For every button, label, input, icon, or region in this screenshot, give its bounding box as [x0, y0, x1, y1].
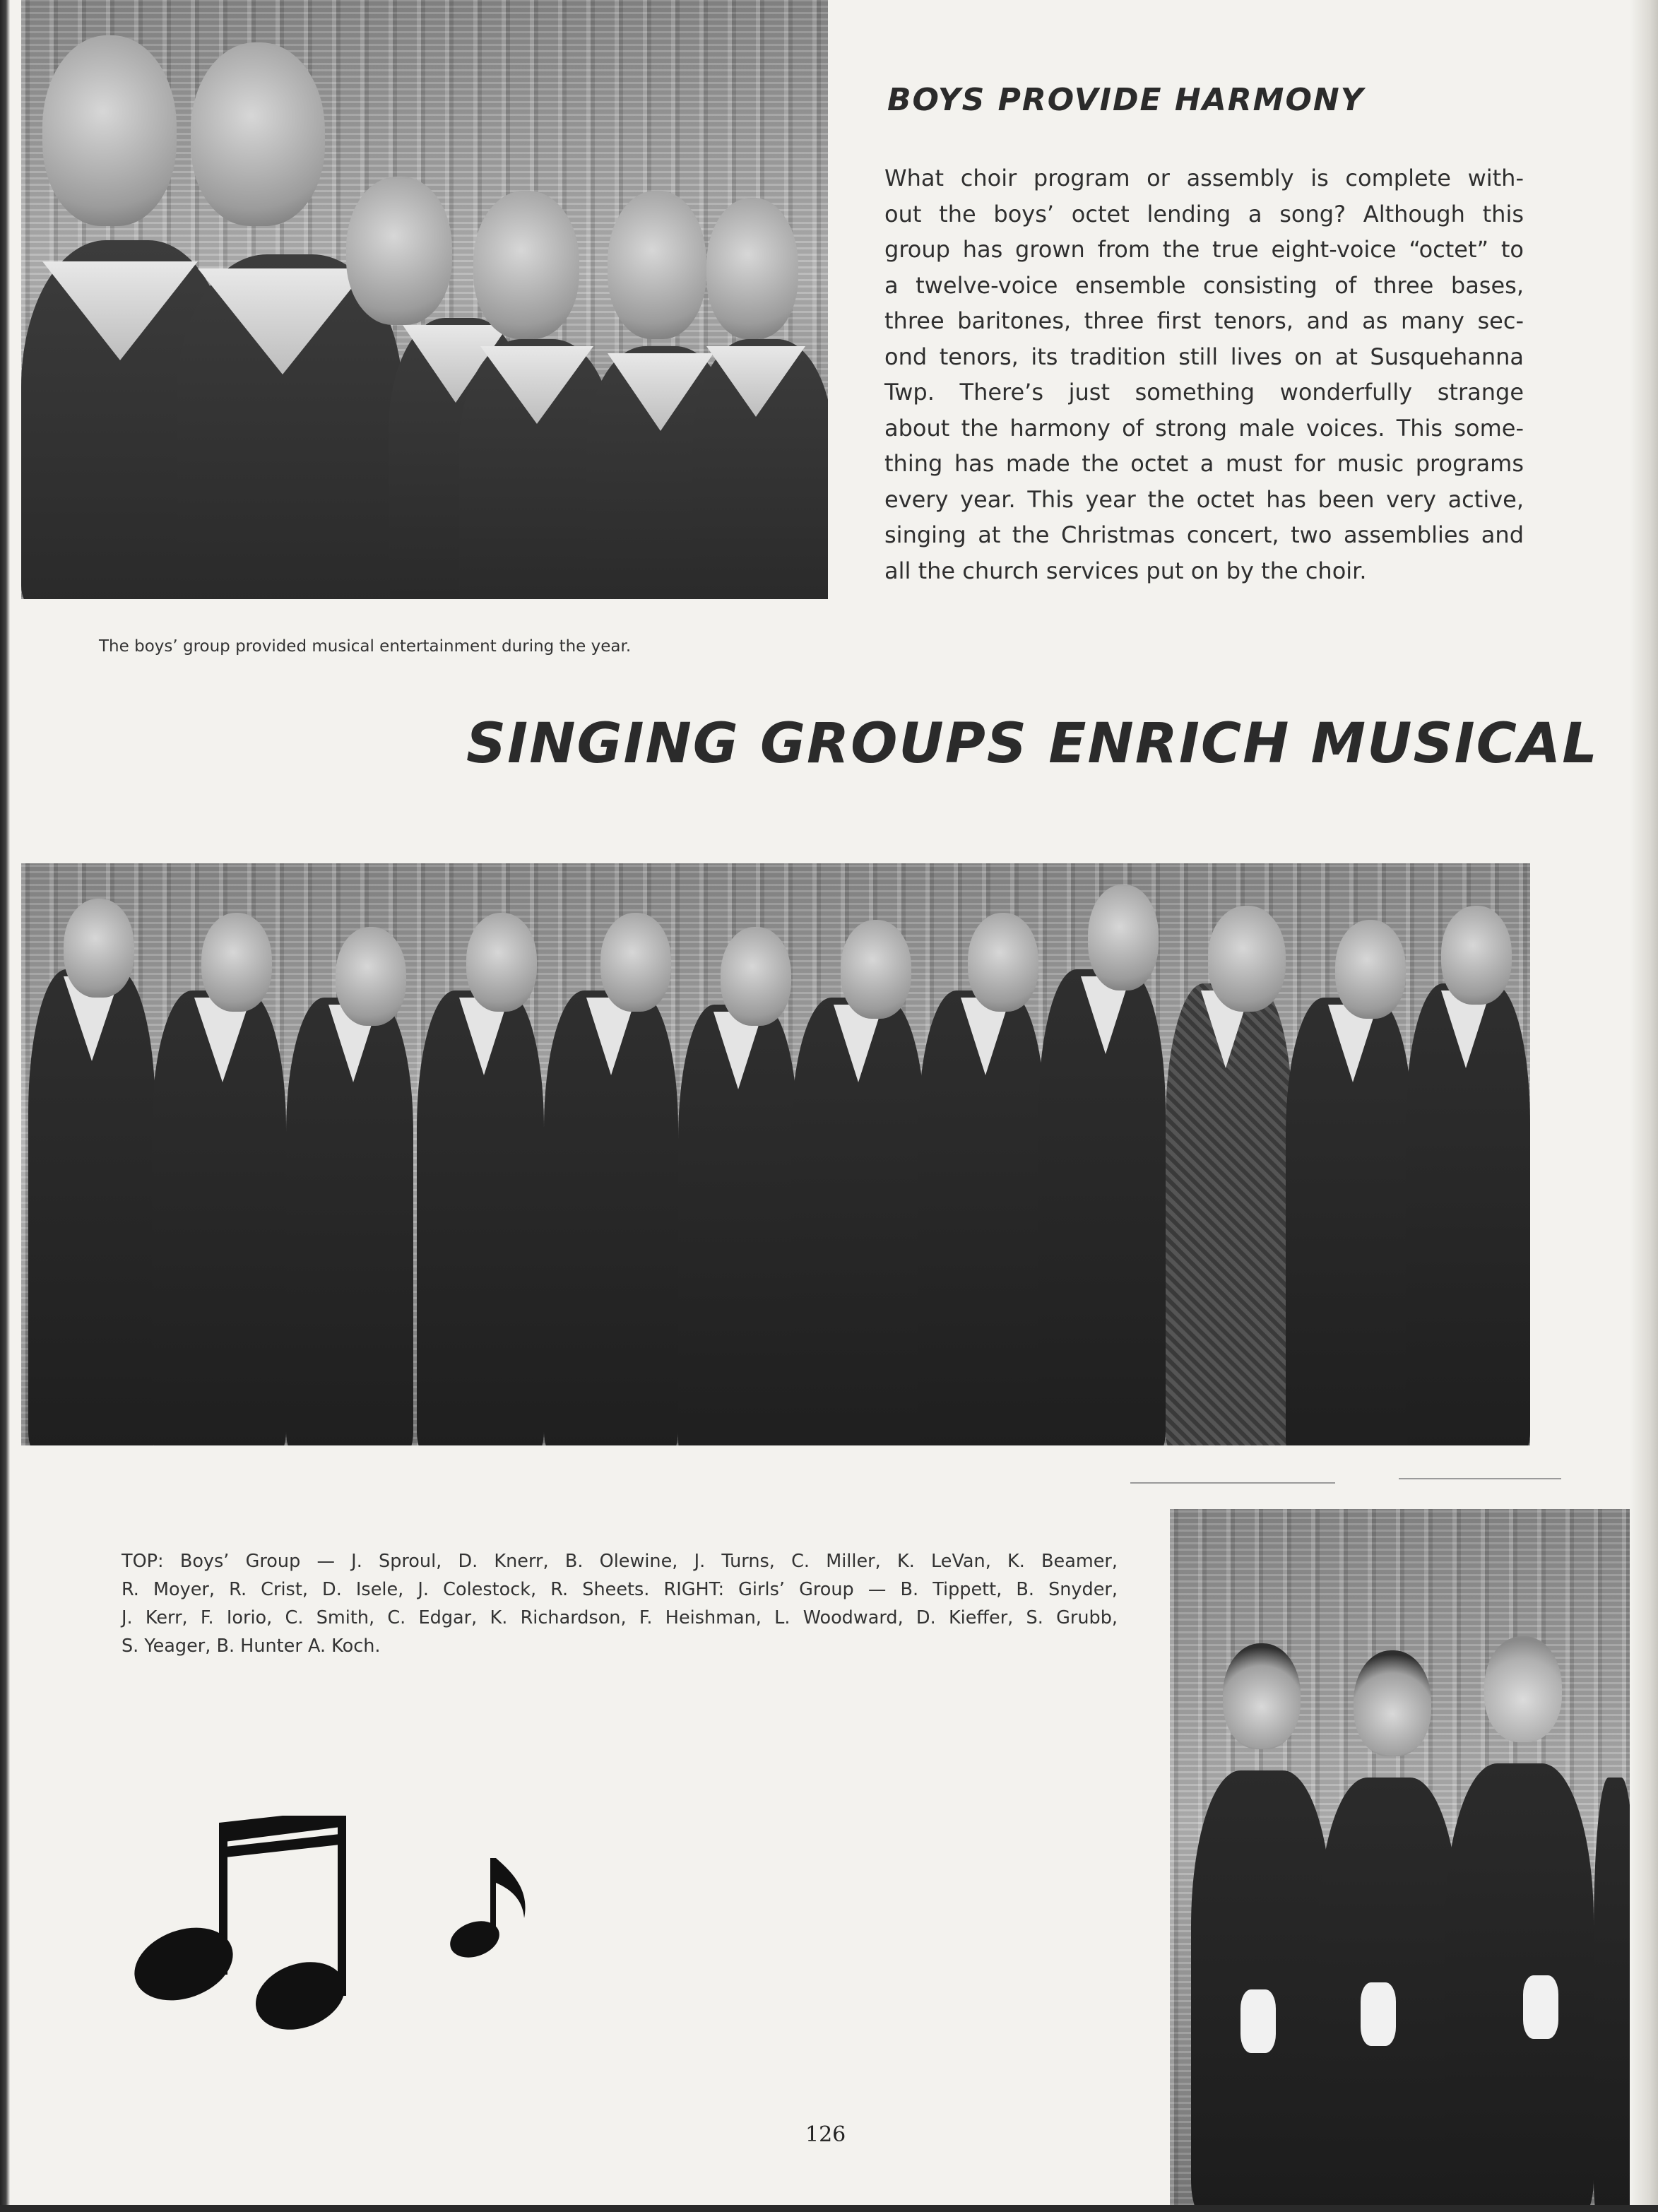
- group-member: [791, 920, 925, 1445]
- group-member: [1594, 1615, 1630, 2212]
- binding-spine: [0, 0, 10, 2212]
- names-caption: [122, 1547, 1118, 1660]
- body-line: about the harmony of strong male voices. This some-: [884, 414, 1524, 442]
- body-line: singing at the Christmas concert, two assemblies and: [884, 521, 1524, 548]
- group-member: [1191, 1608, 1332, 2212]
- group-member: [1406, 906, 1530, 1445]
- group-member: [286, 927, 413, 1445]
- body-line: every year. This year the octet has been very active,: [884, 485, 1524, 513]
- body-line: a twelve-voice ensemble consisting of three bases,: [884, 271, 1524, 299]
- group-member: [1318, 1615, 1459, 2212]
- names-line: R. Moyer, R. Crist, D. Isele, J. Colestock, R. Sheets. RIGHT: Girls’ Group — B. Tippett, B. Snyder,: [122, 1579, 1118, 1600]
- page-bottom-edge: [0, 2205, 1658, 2212]
- page-number: 126: [805, 2122, 846, 2147]
- group-member: [1286, 920, 1413, 1445]
- group-member: [544, 913, 678, 1445]
- divider-rule: [1399, 1478, 1561, 1479]
- body-line: What choir program or assembly is complete with-: [884, 165, 1524, 191]
- group-member: [417, 913, 544, 1445]
- choir-singer: [445, 155, 608, 599]
- body-line: ond tenors, its tradition still lives on at Susquehanna: [884, 343, 1524, 370]
- boys-group-photo: [21, 863, 1530, 1445]
- group-member: [671, 927, 798, 1445]
- body-line: group has grown from the true eight-voice “octet” to: [884, 236, 1524, 263]
- article-body: [884, 160, 1524, 589]
- body-line: three baritones, three first tenors, and as many sec-: [884, 307, 1524, 334]
- body-line: all the church services put on by the choir.: [884, 557, 1367, 584]
- page-title: SINGING GROUPS ENRICH MUSICAL: [466, 712, 1599, 776]
- section-heading: BOYS PROVIDE HARMONY: [887, 82, 1365, 118]
- group-member: [918, 913, 1046, 1445]
- body-line: thing has made the octet a must for music programs: [884, 450, 1524, 477]
- group-member: [1038, 885, 1166, 1445]
- choir-boys-photo: [21, 0, 828, 599]
- names-line: J. Kerr, F. Iorio, C. Smith, C. Edgar, K. Richardson, F. Heishman, L. Woodward, D. Kieffer, S. Grubb,: [122, 1607, 1118, 1628]
- photo-caption: The boys’ group provided musical entertainment during the year.: [99, 637, 632, 656]
- beamed-eighth-notes-icon: [127, 1816, 360, 2070]
- body-line: Twp. There’s just something wonderfully strange: [884, 379, 1524, 406]
- group-member: [1159, 906, 1293, 1445]
- group-member: [152, 913, 286, 1445]
- body-line: out the boys’ octet lending a song? Although this: [884, 200, 1524, 227]
- girls-group-photo: [1170, 1509, 1630, 2212]
- eighth-note-icon: [445, 1851, 537, 1964]
- page-edge: [1630, 0, 1658, 2212]
- group-member: [21, 885, 148, 1445]
- choir-singer: [692, 170, 828, 599]
- names-line: S. Yeager, B. Hunter A. Koch.: [122, 1636, 381, 1657]
- divider-rule: [1130, 1482, 1335, 1484]
- group-member: [1445, 1601, 1594, 2212]
- names-line: TOP: Boys’ Group — J. Sproul, D. Knerr, B. Olewine, J. Turns, C. Miller, K. LeVan, K. Beamer,: [122, 1551, 1118, 1572]
